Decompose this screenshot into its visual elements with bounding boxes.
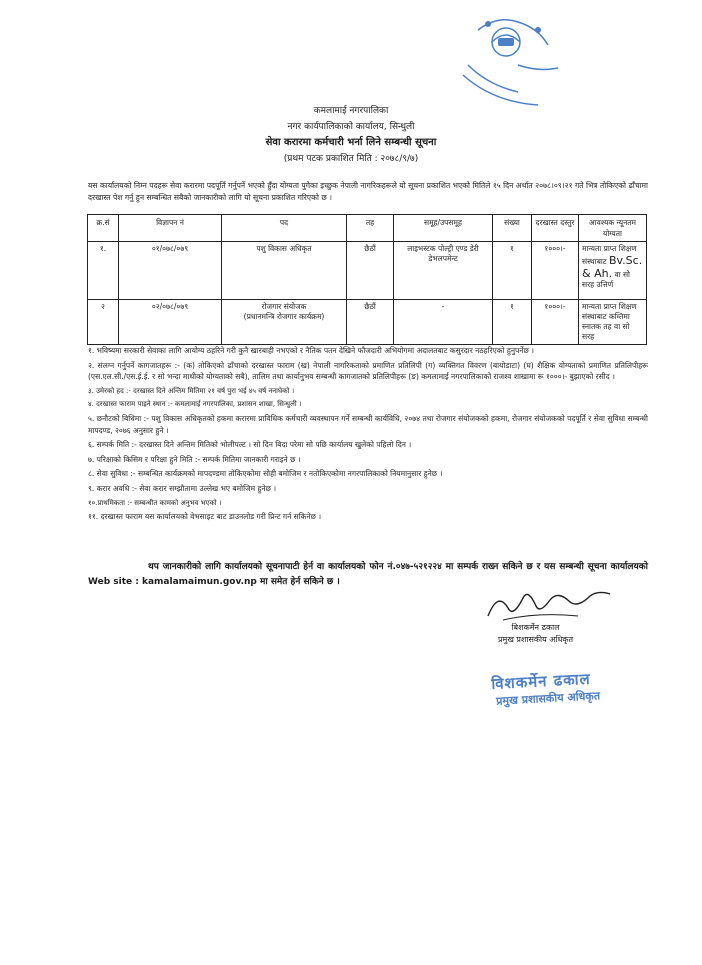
table-row xyxy=(88,300,647,345)
row-post xyxy=(222,300,347,345)
col-fee: दरखास्त दस्तुर xyxy=(532,215,579,242)
stamp-name: विशकर्मेन ढकाल xyxy=(490,669,592,693)
row-fee: १०००।- xyxy=(532,242,579,300)
row-count: १ xyxy=(493,300,532,345)
notice-title: सेवा करारमा कर्मचारी भर्ना लिने सम्बन्धी सूचना xyxy=(265,137,437,148)
municipality-seal-icon xyxy=(458,10,566,110)
stamp-title: प्रमुख प्रशासकीय अधिकृत xyxy=(495,689,601,708)
contact-paragraph: थप जानकारीको लागि कार्यालयको सूचनापाटी हेर्न वा कार्यालयको फोन नं.०४७-५२१२२४ मा सम्पर्क राख्न सकिने छ र यस सम्बन्धी सूचना कार्यालयको Web site : kamalamaimun.gov.np मा समेत हेर्न सकिने छ । xyxy=(88,562,648,587)
signatory-title: प्रमुख प्रशासकीय अधिकृत xyxy=(498,635,574,644)
municipality-name: कमलामाई नगरपालिका xyxy=(313,106,389,116)
row-count: १ xyxy=(493,242,532,300)
note-item: ११. दरखास्त फाराम यस कार्यालयको वेभसाइट बाट डाउनलोड गरी प्रिन्ट गर्न सकिनेछ । xyxy=(88,512,322,522)
signatory-name: बिशकर्मेन ढकाल xyxy=(511,623,560,632)
row-post: पशु विकास अधिकृत xyxy=(222,242,347,300)
col-qualification: आवश्यक न्यूनतम योग्यता xyxy=(579,215,647,242)
col-sn: क्र.सं xyxy=(88,215,119,242)
qualification-degree: Bv.Sc. & Ah. xyxy=(582,254,643,280)
office-name: नगर कार्यपालिकाको कार्यालय, सिन्धुली xyxy=(287,122,415,132)
col-adv-no: विज्ञापन नं xyxy=(119,215,222,242)
row-adv-no: ०२/०७८/०७९ xyxy=(119,300,222,345)
official-name-stamp xyxy=(491,666,643,724)
col-level: तह xyxy=(347,215,394,242)
note-item: ६. सम्पर्क मिति :- दरखास्त दिने अन्तिम मितिको भोलीपल्ट । सो दिन बिदा परेमा सो पछि कार्यालय खुलेको पहिलो दिन । xyxy=(88,440,412,450)
post-program: (प्रधानमन्त्रि रोजगार कार्यक्रम) xyxy=(243,312,325,321)
row-group: लाइभस्टक पोल्ट्री एण्ड डेरी डेभलपमेन्ट xyxy=(394,242,493,300)
qualification-prefix: मान्यता प्राप्त शिक्षण संस्थाबाट xyxy=(582,244,637,266)
row-level: छैठौं xyxy=(347,300,394,345)
row-group: - xyxy=(394,300,493,345)
notice-header xyxy=(0,103,702,167)
row-adv-no: ०१/०७८/०७९ xyxy=(119,242,222,300)
note-item: ७. परिक्षाको किसिम र परिक्षा हुने मिति :- सम्पर्क मितिमा जानकारी गराइने छ । xyxy=(88,454,301,464)
note-item: ५. छनौटको बिधिमा :- पशु विकास अधिकृतको हकमा करारमा प्राविधिक कर्मचारी व्यवस्थापन गर्ने सम्बन्धी कार्यविधि, २०७४ तथा रोजगार संयोजकको हकमा, रोजगार संयोजकको पदपूर्ति र सेवा सुविधा सम्बन्धी मापदण्ड, २०७६ अनुसार हुने । xyxy=(88,413,648,435)
note-item: १. भविष्यमा सरकारी सेवाका लागि आयोग्य ठहरिने गरी कुनै खारबाही नभएको र नैतिक पतन देखिने फौजदारी अभियोगमा अदालतबाट कसुरदार नठहरिएको हुनुपर्नेछ । xyxy=(88,346,534,355)
row-qualification: मान्यता प्राप्त शिक्षण संस्थाबाट कम्तिमा स्नातक तह वा सो सरह xyxy=(579,300,647,345)
col-count: संख्या xyxy=(493,215,532,242)
note-item: ४. दरखास्त फाराम पाइने स्थान :- कमलामाई नगरपालिका, प्रशासन शाखा, सिन्धुली । xyxy=(88,400,302,409)
col-post: पद xyxy=(222,215,347,242)
note-item: १०.प्राथमिकता :- सम्बन्धीत कामको अनुभव भएको । xyxy=(88,498,222,507)
table-row xyxy=(88,242,647,300)
row-fee: १०००।- xyxy=(532,300,579,345)
col-group: समूह/उपसमूह xyxy=(394,215,493,242)
note-item: ८. सेवा सुविधा :- सम्बन्धित कार्यक्रमको मापदण्डमा तोकिएकोमा सोही बमोजिम र नतोकिएकोमा नगरपालिकाको नियमानुसार हुनेछ । xyxy=(88,469,443,479)
published-date: (प्रथम पटक प्रकाशित मिति : २०७८/९/७) xyxy=(283,154,419,164)
note-item: २. संलग्न गर्नुपर्ने कागजातहरू :- (क) तोकिएको ढाँचाको दरखास्त फाराम (ख) नेपाली नागरिकताको प्रमाणित प्रतिलिपी (ग) व्यक्तिगत विवरण (बायोडाटा) (घ) शैक्षिक योग्यताको प्रमाणित प्रतिलिपीहरू (एस.एल.सी./एस.ई.ई. र सो भन्दा माथीको योग्यताको सबै), तालिम तथा कार्यानुभव सम्बन्धी कागजातको प्रतिलिपीहरू (ङ) कमलामाई नगरपालिकाको राजश्व शाखामा रू १०००।- बुझाएको रसीद । xyxy=(88,360,648,382)
row-sn: २ xyxy=(88,300,119,345)
row-level: छैठौं xyxy=(347,242,394,300)
signatory-block xyxy=(498,622,573,646)
notes-list xyxy=(88,345,648,526)
vacancy-table xyxy=(87,214,647,345)
intro-paragraph: यस कार्यालयको निम्न पदहरू सेवा करारमा पदपूर्ति गर्नुपर्ने भएको हुँदा योग्यता पुगेका इच्छुक नेपाली नागरिकहरूले यो सूचना प्रकाशित भएको मितिले १५ दिन अर्थात २०७८।०९।२१ गते भित्र तोकिएको ढाँचामा दरखास्त पेश गर्नु हुन सम्बन्धित सबैको जानकारीको लागि यो सूचना प्रकाशित गरिएको छ । xyxy=(88,181,648,202)
row-qualification xyxy=(579,242,647,300)
note-item: ३. उमेरको हद :- दरखास्त दिने अन्तिम मितिमा २१ वर्ष पुरा भई ४५ वर्ष ननाघेको । xyxy=(88,386,295,395)
qualification-suffix: वा सो सरह उत्तिर्ण xyxy=(582,270,630,289)
post-title: रोजगार संयोजक xyxy=(261,302,307,311)
note-item: ९. करार अवधि :- सेवा करार सम्झौतामा उल्लेख भए बमोजिम हुनेछ । xyxy=(88,483,277,493)
signature-icon xyxy=(478,586,618,626)
table-header-row xyxy=(88,215,647,242)
row-sn: १. xyxy=(88,242,119,300)
